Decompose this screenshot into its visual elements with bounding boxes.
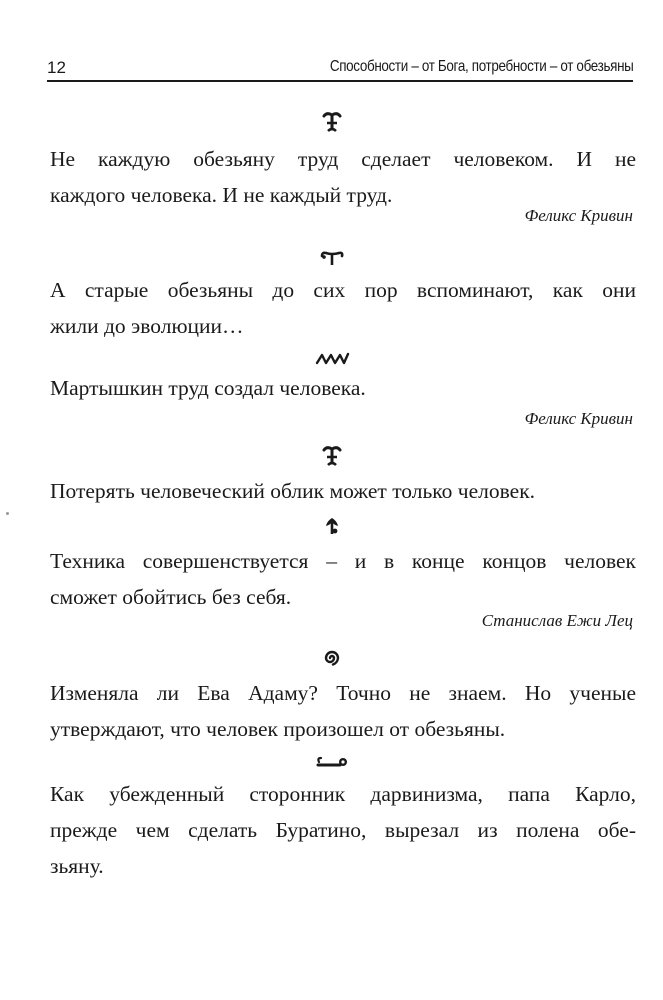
quote-line: Изменяла ли Ева Адаму? Точно не знаем. Но ученые — [50, 681, 636, 705]
running-title: Способности – от Бога, потребности – от обезьяны — [329, 58, 633, 75]
fleuron-anchor-icon — [0, 444, 663, 470]
quote-author: Станислав Ежи Лец — [481, 611, 633, 630]
quote-line: прежде чем сделать Буратино, вырезал из полена обе- — [50, 818, 636, 842]
quote-line: сможет обойтись без себя. — [50, 585, 292, 609]
quote-line: жили до эволюции… — [50, 314, 244, 338]
quote-2 — [50, 272, 636, 344]
quote-5 — [50, 543, 636, 615]
quote-line: Потерять человеческий облик может только человек. — [50, 479, 536, 503]
quote-3 — [50, 370, 636, 406]
fleuron-swirl-icon — [0, 648, 663, 674]
quote-line: Мартышкин труд создал человека. — [50, 376, 366, 400]
quote-line: утверждают, что человек произошел от обезьяны. — [50, 717, 506, 741]
quote-line: А старые обезьяны до сих пор вспоминают, как они — [50, 278, 636, 302]
page-number: 12 — [47, 58, 66, 77]
fleuron-anchor-icon — [0, 110, 663, 136]
quote-author: Феликс Кривин — [524, 409, 633, 428]
page-header — [47, 56, 633, 82]
quote-line: зьяну. — [50, 854, 104, 878]
quote-4 — [50, 473, 636, 509]
quote-author: Феликс Кривин — [524, 206, 633, 225]
quote-line: Как убежденный сторонник дарвинизма, папа Карло, — [50, 782, 636, 806]
quote-7 — [50, 776, 636, 884]
quote-6 — [50, 675, 636, 747]
quote-line: каждого человека. И не каждый труд. — [50, 183, 393, 207]
quote-1 — [50, 141, 636, 213]
fleuron-leaf-icon — [0, 515, 663, 541]
quote-line: Техника совершенствуется – и в конце концов человек — [50, 549, 636, 573]
quote-line: Не каждую обезьяну труд сделает человеком. И не — [50, 147, 636, 171]
